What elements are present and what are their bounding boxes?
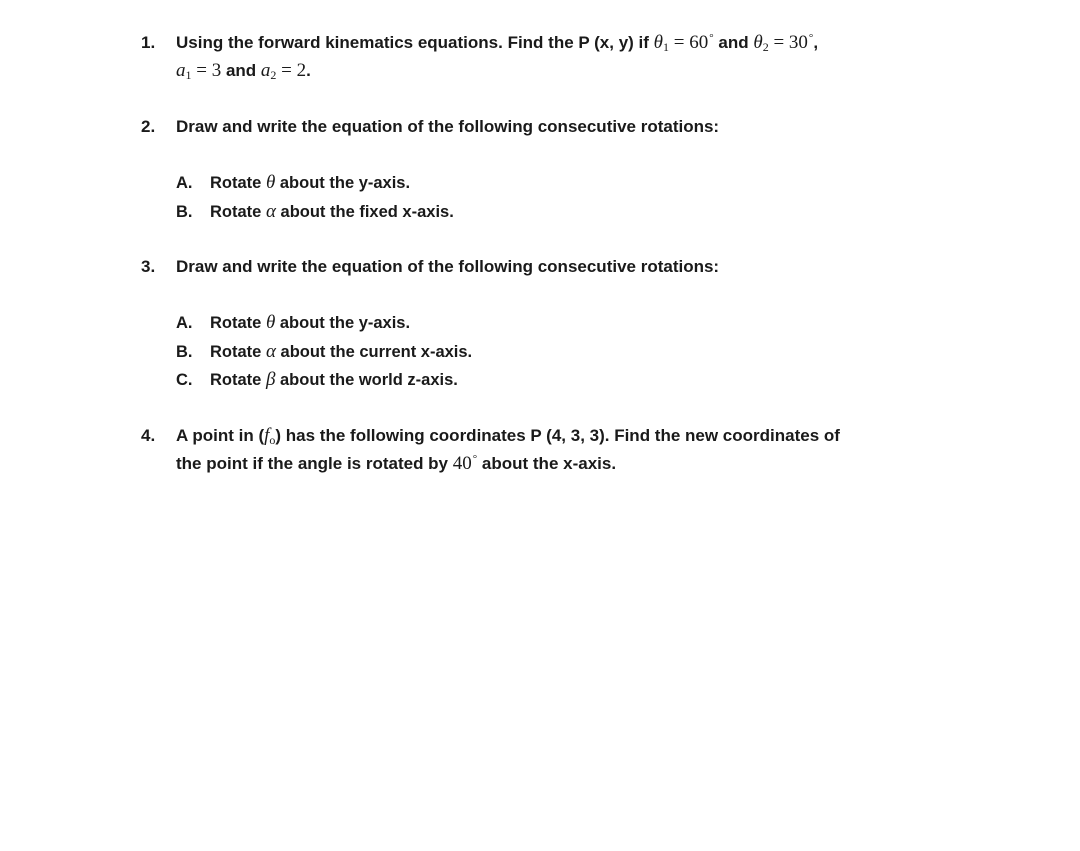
frame-symbol: $f_o$ — [264, 425, 276, 447]
theta2-expression: $\theta_2 = 30^\circ$ — [753, 32, 814, 54]
question-4 — [141, 422, 1001, 478]
a1-expression: $a_1 = 3$ — [176, 60, 222, 82]
question-text: Using the forward kinematics equations. Find the P (x, y) if $\theta_1 = 60^\circ$ and $\theta_2 = 30^\circ$, $a_1 = 3$ and $a_2 = 2$. — [176, 32, 819, 82]
question-number: 1. — [141, 33, 156, 52]
list-item: B. Rotate α about the current x-axis. — [176, 340, 473, 362]
question-2-subitems — [176, 169, 454, 226]
question-3 — [141, 253, 1001, 281]
question-text: Draw and write the equation of the following consecutive rotations: — [176, 117, 720, 136]
question-2 — [141, 113, 1001, 141]
question-number: 2. — [141, 117, 156, 136]
list-item: C. Rotate β about the world z-axis. — [176, 369, 458, 390]
question-3-subitems — [176, 309, 472, 395]
theta1-expression: $\theta_1 = 60^\circ$ — [653, 32, 714, 54]
angle-value: 40° — [452, 453, 478, 474]
question-text: Draw and write the equation of the following consecutive rotations: — [176, 257, 720, 276]
list-item: A. Rotate θ about the y-axis. — [176, 172, 411, 193]
question-text: A point in $(f_o)$ has the following coordinates P (4, 3, 3). Find the new coordinates of the point if the angle is rotated by 40° about the x-axis. — [176, 425, 840, 474]
question-number: 3. — [141, 257, 156, 276]
question-1 — [141, 29, 1001, 85]
a2-expression: $a_2 = 2$ — [260, 60, 307, 82]
list-item: A. Rotate θ about the y-axis. — [176, 312, 411, 333]
list-item: B. Rotate α about the fixed x-axis. — [176, 200, 454, 222]
question-number: 4. — [141, 426, 156, 445]
